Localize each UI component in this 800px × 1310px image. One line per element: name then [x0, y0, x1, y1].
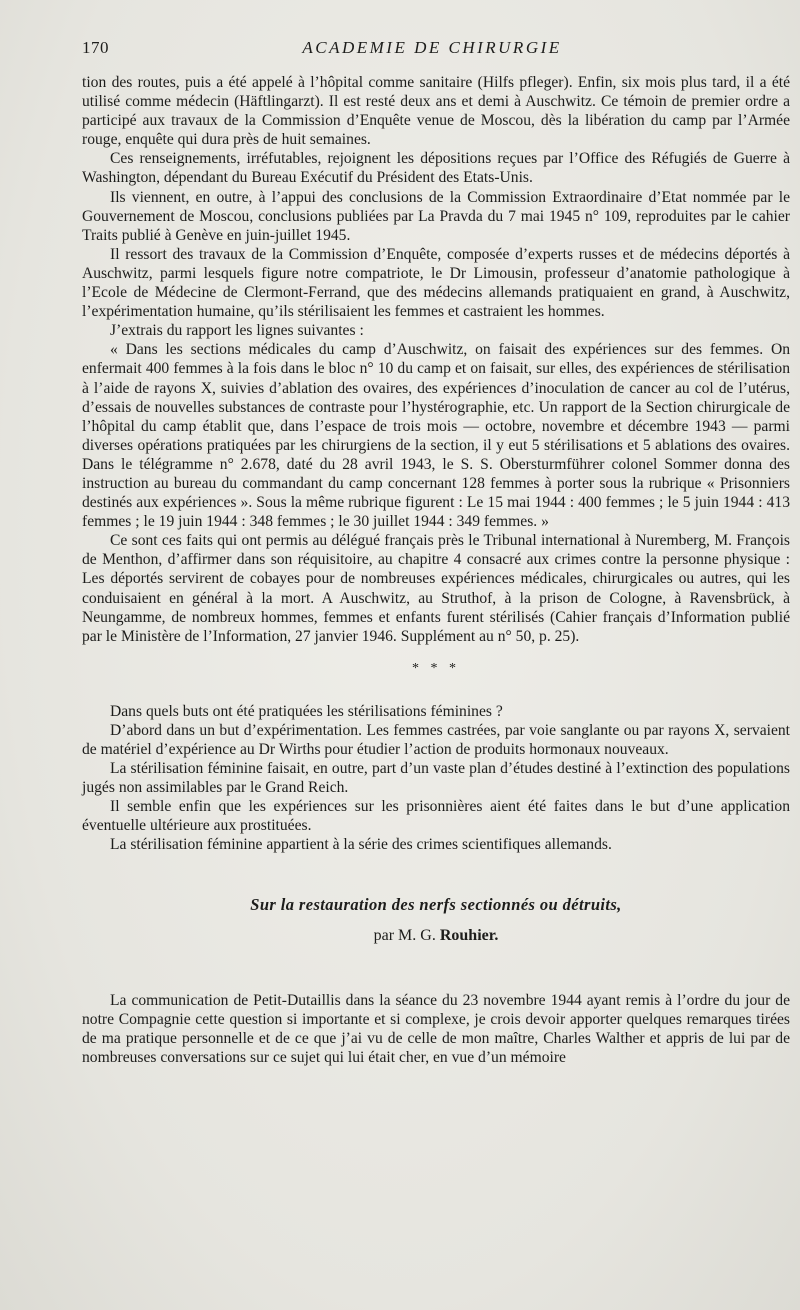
paragraph: La stérilisation féminine faisait, en outre, part d’un vaste plan d’études destiné à l’extinction des populations jugés non assimilables par le Grand Reich. [82, 760, 790, 797]
paragraph: tion des routes, puis a été appelé à l’hôpital comme sanitaire (Hilfs pfleger). Enfin, six mois plus tard, il a été utilisé comme médecin (Häftlingarzt). Il est resté deux ans et demi à Auschwitz. Ce témoin de premier ordre a participé aux travaux de la Commission d’Enquête venue de Moscou, dès la libération du camp par l’Armée rouge, enquête qui dura près de huit semaines. [82, 74, 790, 149]
spacer [82, 945, 790, 991]
paragraph: La stérilisation féminine appartient à la série des crimes scientifiques allemands. [110, 836, 612, 854]
paragraph: D’abord dans un but d’expérimentation. Les femmes castrées, par voie sanglante ou par rayons X, servaient de matériel d’expérience au Dr Wirths pour étudier l’action de produits hormonaux nouveaux. [82, 721, 790, 758]
paragraph: Ce sont ces faits qui ont permis au délégué français près le Tribunal international à Nuremberg, M. François de Menthon, d’affirmer dans son réquisitoire, au chapitre 4 consacré aux crimes contre la personne physique : Les déportés servirent de cobayes pour de nombreuses expériences médicales, chirurgicales ou autres, qui les conduisaient en général à la mort. A Auschwitz, au Struthof, à la prison de Cologne, à Ravensbrück, à Neungamme, de nombreux hommes, femmes et enfants furent stérilisés (Cahier français d’Information publié par le Ministère de l’Information, 27 janvier 1946. Supplément au n° 50, p. 25). [82, 532, 790, 645]
byline [82, 926, 790, 945]
paragraph: La communication de Petit-Dutaillis dans la séance du 23 novembre 1944 ayant remis à l’ordre du jour de notre Compagnie cette question si importante et si complexe, je crois devoir apporter quelques remarques tirées de ma pratique personnelle et de ce que j’ai vu de celle de mon maître, Charles Walther et appris de lui par de nombreuses conversations sur ce sujet qui lui était cher, en vue d’un mémoire [82, 991, 790, 1067]
paragraph: Il semble enfin que les expériences sur les prisonnières aient été faites dans le but d’une application éventuelle ultérieure aux prostituées. [82, 798, 790, 835]
byline-prefix: par M. G. [373, 926, 436, 944]
section-separator: * * * [412, 660, 460, 676]
page-body [82, 73, 790, 1067]
section-title: Sur la restauration des nerfs sectionnés ou détruits, [250, 894, 622, 914]
paragraph: Il ressort des travaux de la Commission d’Enquête, composée d’experts russes et de médecins déportés à Auschwitz, parmi lesquels figure notre compatriote, le Dr Limousin, professeur d’anatomie pathologique à l’Ecole de Médecine de Clermont-Ferrand, que des médecins allemands pratiquaient en grand, à Auschwitz, l’expérimentation humaine, qu’ils stérilisaient les femmes et castraient les hommes. [82, 245, 790, 321]
paragraph: J’extrais du rapport les lignes suivantes : [110, 322, 364, 340]
paragraph: Ces renseignements, irréfutables, rejoignent les dépositions reçues par l’Office des Réfugiés de Guerre à Washington, dépendant du Bureau Exécutif du Président des Etats-Unis. [82, 150, 790, 187]
running-title: ACADEMIE DE CHIRURGIE [302, 38, 562, 57]
quoted-paragraph: « Dans les sections médicales du camp d’Auschwitz, on faisait des expériences sur des femmes. On enfermait 400 femmes à la fois dans le bloc n° 10 du camp et on faisait, sur elles, des expériences de stérilisation à l’aide de rayons X, suivies d’ablation des ovaires, des expériences d’inoculation de cancer au col de l’utérus, d’essais de nouvelles substances de contraste pour l’hystérographie, etc. Un rapport de la Section chirurgicale de l’hôpital du camp établit que, dans l’espace de trois mois — octobre, novembre et décembre 1943 — parmi diverses opérations pratiquées par les chirurgiens de la section, il y eut 5 stérilisations et 5 ablations des ovaires. Dans le télégramme n° 2.678, daté du 28 avril 1943, le S. S. Obersturmführer colonel Sommer donna des instruction au bureau du commandant du camp concernant 128 femmes à porter sous la rubrique « Prisonniers destinés aux expériences ». Sous la même rubrique figurent : Le 15 mai 1944 : 400 femmes ; le 5 juin 1944 : 413 femmes ; le 19 juin 1944 : 348 femmes ; le 30 juillet 1944 : 349 femmes. » [82, 341, 790, 531]
byline-author: Rouhier. [439, 926, 499, 944]
paragraph: Dans quels buts ont été pratiquées les stérilisations féminines ? [110, 702, 503, 720]
paragraph: Ils viennent, en outre, à l’appui des conclusions de la Commission Extraordinaire d’Etat nommée par le Gouvernement de Moscou, conclusions publiées par La Pravda du 7 mai 1945 n° 109, reproduites par le cahier Traits publié à Genève en juin-juillet 1945. [82, 188, 790, 244]
page-number: 170 [82, 38, 109, 57]
page-header [82, 38, 782, 62]
